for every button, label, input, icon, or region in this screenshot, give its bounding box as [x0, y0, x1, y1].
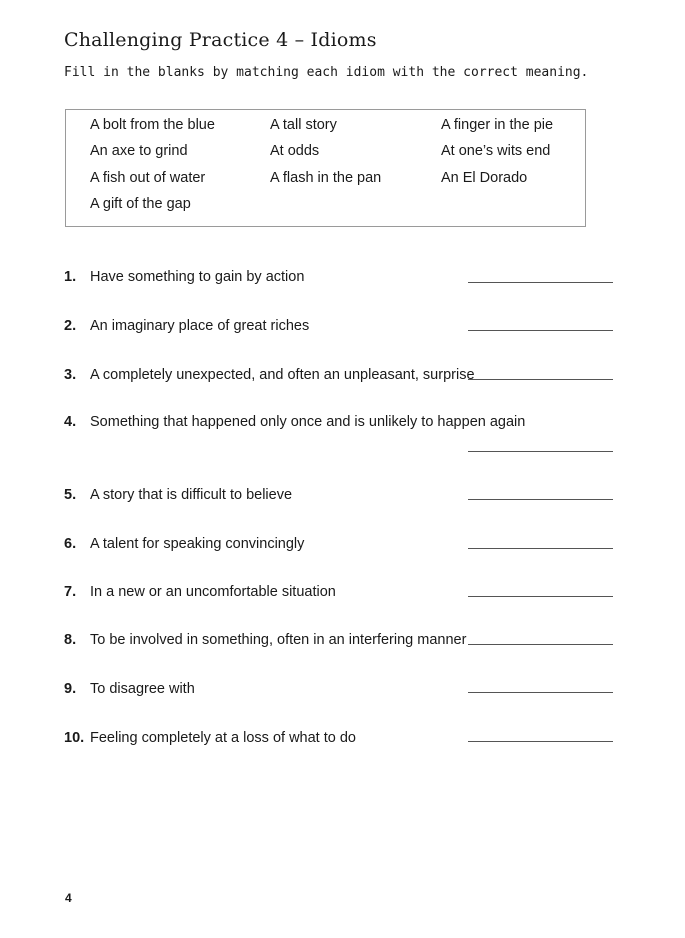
word-bank-item: A bolt from the blue	[90, 117, 215, 133]
question-row	[0, 366, 685, 386]
answer-blank[interactable]	[468, 499, 613, 500]
question-number: 8.	[64, 632, 77, 648]
question-row	[0, 268, 685, 288]
word-bank-item: A fish out of water	[90, 170, 206, 186]
idiom-word-bank	[65, 109, 586, 227]
question-text: A story that is difficult to believe	[90, 487, 293, 503]
question-row	[0, 486, 685, 506]
word-bank-item: An axe to grind	[90, 143, 188, 159]
question-row	[0, 680, 685, 700]
question-number: 2.	[64, 318, 77, 334]
question-row	[0, 729, 685, 749]
word-bank-item: A finger in the pie	[441, 117, 554, 133]
question-number: 10.	[64, 730, 85, 746]
word-bank-item: An El Dorado	[441, 170, 528, 186]
question-row	[0, 413, 685, 433]
answer-blank[interactable]	[468, 330, 613, 331]
answer-blank[interactable]	[468, 282, 613, 283]
answer-blank[interactable]	[468, 451, 613, 452]
answer-blank[interactable]	[468, 692, 613, 693]
question-number: 5.	[64, 487, 77, 503]
question-text: Feeling completely at a loss of what to do	[90, 730, 356, 746]
word-bank-item: A flash in the pan	[270, 170, 382, 186]
question-number: 6.	[64, 536, 77, 552]
question-number: 9.	[64, 681, 77, 697]
word-bank-item: At odds	[270, 143, 320, 159]
question-text: An imaginary place of great riches	[90, 318, 310, 334]
answer-blank[interactable]	[468, 741, 613, 742]
question-text: To disagree with	[90, 681, 195, 697]
question-text: A completely unexpected, and often an unpleasant, surprise	[90, 367, 475, 383]
instructions: Fill in the blanks by matching each idiom with the correct meaning.	[64, 65, 589, 80]
question-row	[0, 535, 685, 555]
question-number: 7.	[64, 584, 77, 600]
question-row	[0, 317, 685, 337]
answer-blank[interactable]	[468, 596, 613, 597]
answer-blank[interactable]	[468, 548, 613, 549]
answer-blank[interactable]	[468, 644, 613, 645]
question-number: 4.	[64, 414, 77, 430]
page-title: Challenging Practice 4 – Idioms	[64, 29, 377, 51]
question-text: Something that happened only once and is unlikely to happen again	[90, 414, 526, 430]
question-text: Have something to gain by action	[90, 269, 305, 285]
question-row	[0, 631, 685, 651]
question-number: 3.	[64, 367, 77, 383]
question-number: 1.	[64, 269, 77, 285]
word-bank-item: A tall story	[270, 117, 337, 133]
question-row	[0, 583, 685, 603]
question-text: In a new or an uncomfortable situation	[90, 584, 336, 600]
question-text: To be involved in something, often in an interfering manner	[90, 632, 467, 648]
page-number: 4	[65, 891, 72, 905]
question-text: A talent for speaking convincingly	[90, 536, 305, 552]
word-bank-item: A gift of the gap	[90, 196, 191, 212]
word-bank-item: At one’s wits end	[441, 143, 551, 159]
answer-blank[interactable]	[468, 379, 613, 380]
